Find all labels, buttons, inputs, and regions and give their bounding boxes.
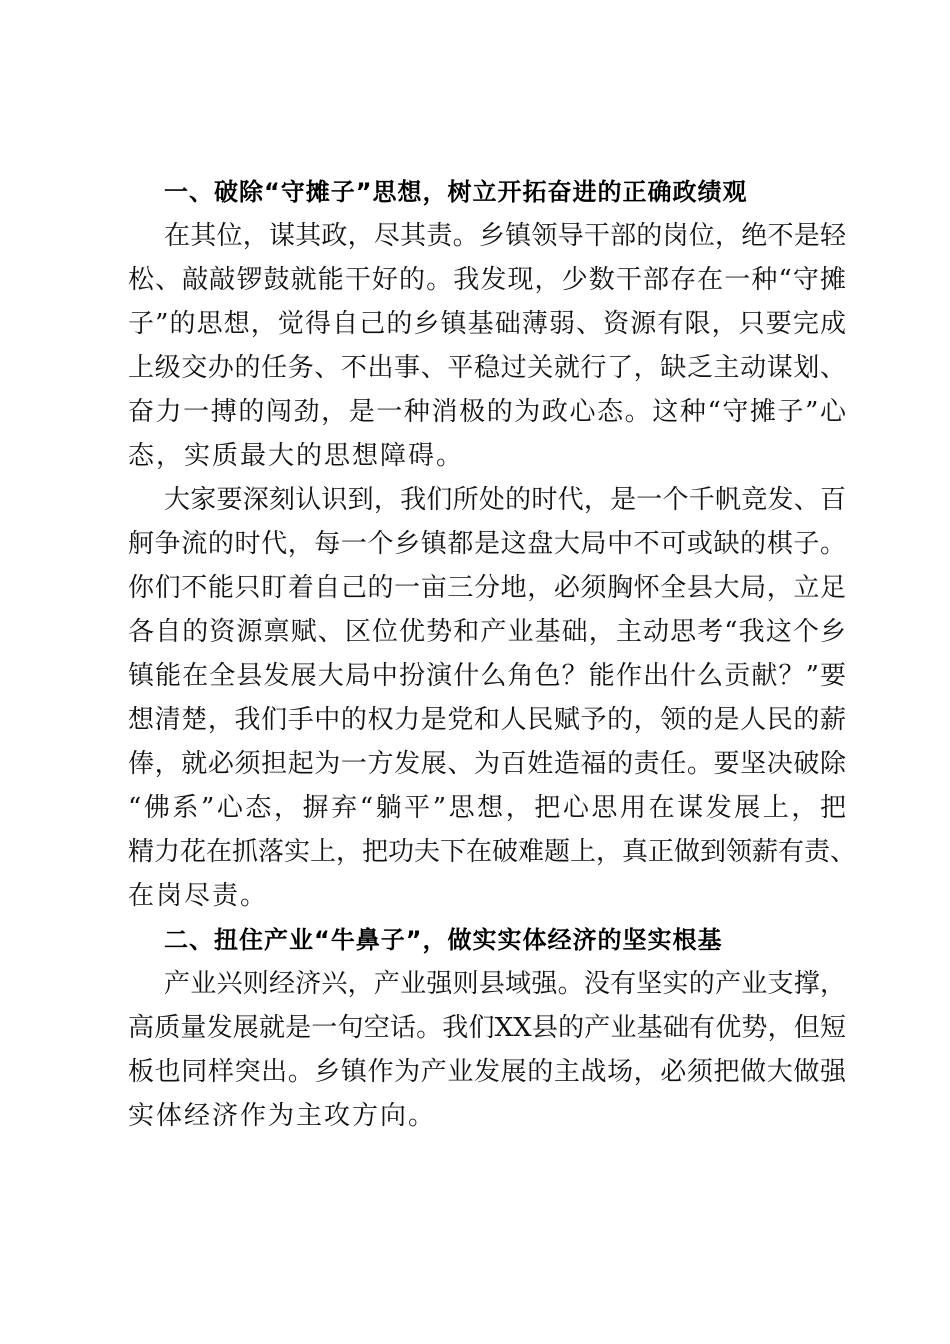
paragraph-line: 子”的思想，觉得自己的乡镇基础薄弱、资源有限，只要完成: [128, 309, 846, 339]
paragraph-line: 高质量发展就是一句空话。我们XX县的产业基础有优势，但短: [128, 1013, 846, 1043]
paragraph-3: [128, 962, 846, 1138]
paragraph-line: 在岗尽责。: [128, 881, 269, 911]
paragraph-line: “佛系”心态，摒弃“躺平”思想，把心思用在谋发展上，把: [128, 793, 846, 823]
document-body: [128, 170, 857, 1138]
paragraph-line: 奋力一搏的闯劲，是一种消极的为政心态。这种“守摊子”心: [128, 397, 846, 427]
section-heading-2: 二、扭住产业“牛鼻子”，做实实体经济的坚实根基: [164, 926, 723, 954]
paragraph-line: 镇能在全县发展大局中扮演什么角色？能作出什么贡献？”要: [128, 661, 846, 691]
paragraph-line: 实体经济作为主攻方向。: [128, 1101, 437, 1131]
paragraph-line: 板也同样突出。乡镇作为产业发展的主战场，必须把做大做强: [128, 1057, 846, 1087]
paragraph-2: [128, 478, 857, 918]
paragraph-line: 各自的资源禀赋、区位优势和产业基础，主动思考“我这个乡: [128, 617, 846, 647]
paragraph-line: 大家要深刻认识到，我们所处的时代，是一个千帆竞发、百: [164, 485, 846, 515]
paragraph-line: 态，实质最大的思想障碍。: [128, 441, 465, 471]
paragraph-line: 在其位，谋其政，尽其责。乡镇领导干部的岗位，绝不是轻: [164, 221, 846, 251]
paragraph-1: [128, 214, 846, 478]
paragraph-line: 松、敲敲锣鼓就能干好的。我发现，少数干部存在一种“守摊: [128, 265, 846, 295]
paragraph-line: 俸，就必须担起为一方发展、为百姓造福的责任。要坚决破除: [128, 749, 846, 779]
paragraph-line: 想清楚，我们手中的权力是党和人民赋予的，领的是人民的薪: [128, 705, 846, 735]
paragraph-line: 舸争流的时代，每一个乡镇都是这盘大局中不可或缺的棋子。: [128, 529, 846, 559]
section-heading-1: 一、破除“守摊子”思想，树立开拓奋进的正确政绩观: [164, 178, 748, 206]
paragraph-line: 精力花在抓落实上，把功夫下在破难题上，真正做到领薪有责、: [128, 837, 857, 867]
paragraph-line: 上级交办的任务、不出事、平稳过关就行了，缺乏主动谋划、: [128, 353, 846, 383]
paragraph-line: 你们不能只盯着自己的一亩三分地，必须胸怀全县大局，立足: [128, 573, 846, 603]
paragraph-line: 产业兴则经济兴，产业强则县域强。没有坚实的产业支撑，: [164, 969, 846, 999]
